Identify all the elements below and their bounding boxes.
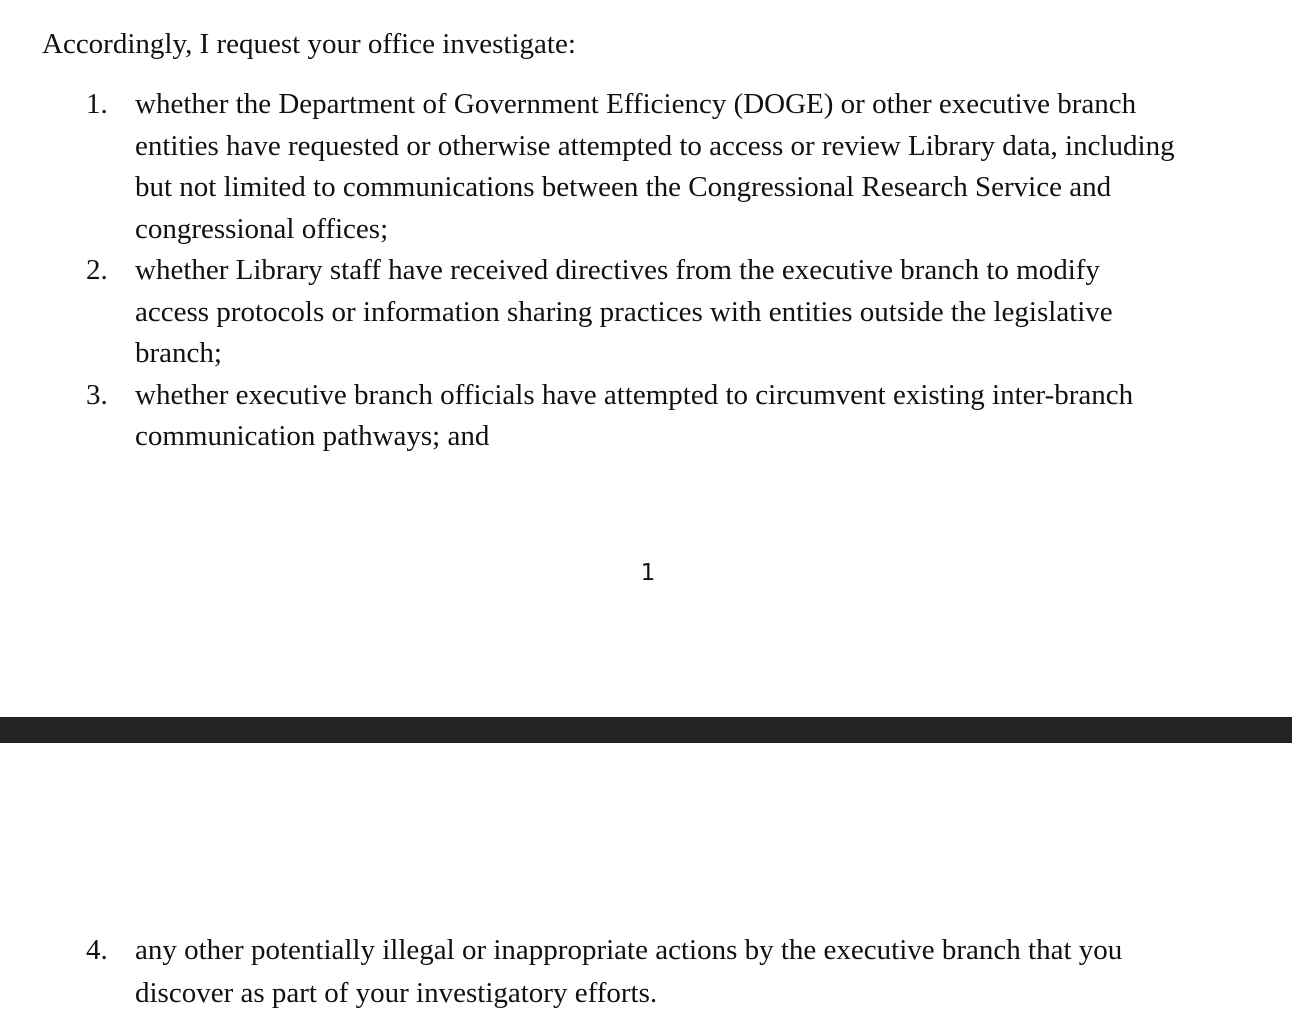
list-item-line: but not limited to communications between the Congressional Research Service and bbox=[135, 171, 1112, 203]
list-item bbox=[0, 84, 1255, 250]
list-item bbox=[0, 375, 1255, 458]
page-number: 1 bbox=[640, 560, 656, 586]
list-item-number: 2. bbox=[86, 254, 108, 286]
list-item bbox=[0, 929, 1255, 1015]
list-item-line: branch; bbox=[135, 337, 222, 369]
numbered-list-page-1 bbox=[0, 84, 1255, 458]
intro-paragraph: Accordingly, I request your office investigate: bbox=[42, 28, 576, 60]
page-separator bbox=[0, 717, 1292, 743]
list-item-line: entities have requested or otherwise attempted to access or review Library data, including bbox=[135, 129, 1175, 162]
list-item-number: 3. bbox=[86, 378, 108, 411]
list-item-line: whether executive branch officials have attempted to circumvent existing inter-branch bbox=[135, 378, 1134, 411]
list-item-line: access protocols or information sharing practices with entities outside the legislative bbox=[135, 295, 1113, 328]
list-item-number: 4. bbox=[86, 934, 108, 966]
list-item-line: communication pathways; and bbox=[135, 420, 490, 452]
list-item-number: 1. bbox=[86, 88, 108, 120]
numbered-list-page-2 bbox=[0, 929, 1255, 1015]
list-item-line: whether Library staff have received directives from the executive branch to modify bbox=[135, 254, 1100, 286]
list-item-line: any other potentially illegal or inappropriate actions by the executive branch that you bbox=[135, 934, 1123, 966]
list-item-line: discover as part of your investigatory efforts. bbox=[135, 977, 658, 1009]
list-item bbox=[0, 250, 1255, 375]
document-page-2 bbox=[0, 743, 1292, 1028]
list-item-line: congressional offices; bbox=[135, 212, 389, 245]
list-item-line: whether the Department of Government Efficiency (DOGE) or other executive branch bbox=[135, 88, 1137, 120]
